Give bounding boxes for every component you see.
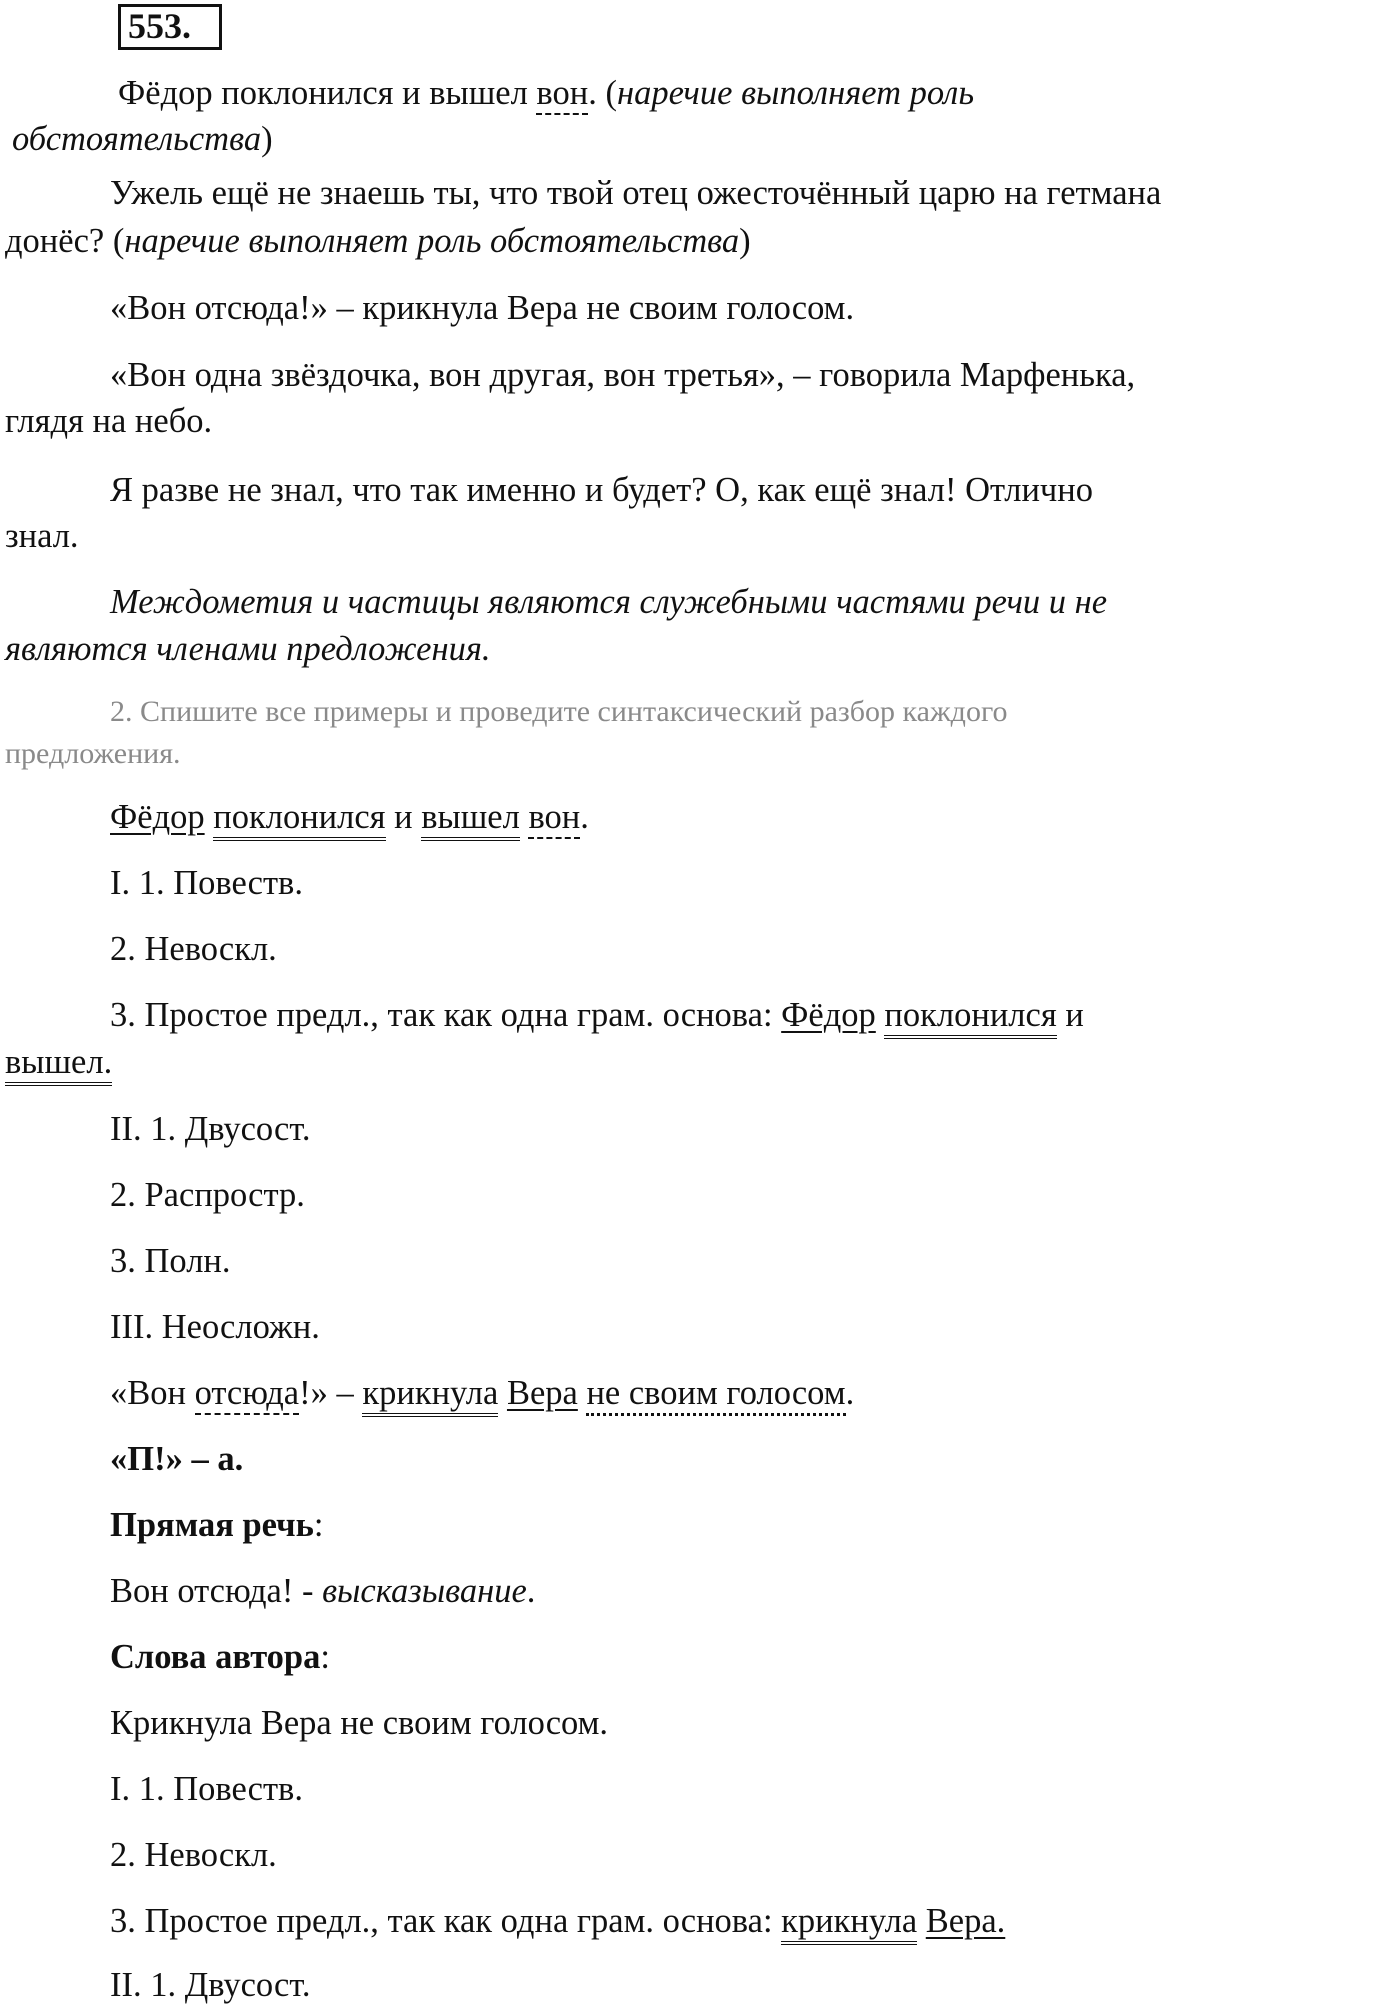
conjunction: и (385, 798, 422, 836)
text: ) (261, 120, 273, 158)
text: ) (739, 222, 751, 260)
text: !» – (299, 1374, 363, 1412)
text: : (320, 1638, 330, 1676)
text: . ( (588, 74, 617, 112)
task-line-1: 2. Спишите все примеры и проведите синтаксический разбор каждого (110, 695, 1008, 728)
adverb-von: вон (536, 74, 588, 115)
task-line-2: предложения. (5, 737, 181, 770)
text: донёс? ( (5, 222, 125, 260)
heading: Прямая речь (110, 1506, 314, 1544)
example-4-line-2: глядя на небо. (5, 402, 213, 440)
grammar-note: высказывание (322, 1572, 527, 1610)
author-words-text: Крикнула Вера не своим голосом. (110, 1704, 609, 1742)
text: . (845, 1374, 855, 1412)
text: : (313, 1506, 324, 1544)
text: . (526, 1572, 536, 1610)
grammar-note: обстоятельства (12, 120, 262, 158)
text: Фёдор поклонился и вышел (118, 74, 537, 112)
author-words-heading (110, 1640, 330, 1675)
grammar-note: наречие выполняет роль (616, 74, 975, 112)
predicate: поклонился (884, 996, 1056, 1039)
analysis-line: 3. Полн. (110, 1242, 231, 1280)
predicate: крикнула (781, 1902, 917, 1945)
note-text: Междометия и частицы являются служебными частями речи и не (110, 583, 1108, 621)
direct-speech-heading (110, 1508, 323, 1543)
analysis-line: 2. Невоскл. (110, 1836, 277, 1874)
predicate: вышел. (5, 1043, 112, 1086)
note-text: являются членами предложения. (5, 630, 491, 668)
predicate: поклонился (213, 798, 385, 841)
basis-line-2a (110, 1904, 1005, 1939)
example-1-line-2 (12, 122, 273, 157)
sentence-scheme (110, 1442, 243, 1477)
subject: Вера (506, 1374, 578, 1412)
example-5-line-1: Я разве не знал, что так именно и будет? О, как ещё знал! Отлично (110, 471, 1093, 509)
analysis-line: III. Неосложн. (110, 1308, 320, 1346)
conjunction: и (1056, 996, 1084, 1034)
example-3: «Вон отсюда!» – крикнула Вера не своим голосом. (110, 289, 855, 327)
predicate: крикнула (362, 1374, 498, 1417)
example-5-line-2: знал. (5, 517, 79, 555)
subject: Фёдор (781, 996, 876, 1034)
direct-speech-text (110, 1574, 535, 1609)
adverbial: не своим голосом (586, 1374, 845, 1416)
analysis-line: I. 1. Повеств. (110, 864, 303, 902)
sentence-1 (110, 800, 589, 835)
analysis-line: II. 1. Двусост. (110, 1110, 311, 1148)
example-1-line-1 (118, 76, 974, 111)
text: 3. Простое предл., так как одна грам. основа: (110, 996, 782, 1034)
note-line-1 (110, 585, 1107, 620)
text: . (580, 798, 589, 836)
exercise-number: 553. (128, 6, 191, 46)
example-2-line-1: Ужель ещё не знаешь ты, что твой отец ожесточённый царю на гетмана (110, 174, 1162, 212)
adverbial: вон (528, 798, 580, 839)
analysis-line: II. 1. Двусост. (110, 1966, 311, 2004)
text: 3. Простое предл., так как одна грам. основа: (110, 1902, 782, 1940)
scheme-text: «П!» – а. (110, 1440, 244, 1478)
grammar-note: наречие выполняет роль обстоятельства (124, 222, 740, 260)
example-4-line-1: «Вон одна звёздочка, вон другая, вон третья», – говорила Марфенька, (110, 356, 1136, 394)
basis-line-2 (5, 1045, 112, 1080)
example-2-line-2 (5, 224, 751, 259)
analysis-line: 2. Распростр. (110, 1176, 305, 1214)
heading: Слова автора (110, 1638, 321, 1676)
analysis-line: 2. Невоскл. (110, 930, 277, 968)
sentence-2 (110, 1376, 854, 1411)
adverbial: отсюда (195, 1374, 300, 1415)
note-line-2 (5, 632, 490, 667)
text: Вон отсюда! - (110, 1572, 323, 1610)
subject: Фёдор (110, 798, 205, 836)
basis-line-1 (110, 998, 1084, 1033)
predicate: вышел (421, 798, 520, 841)
text: «Вон (110, 1374, 195, 1412)
subject: Вера. (925, 1902, 1006, 1940)
analysis-line: I. 1. Повеств. (110, 1770, 303, 1808)
